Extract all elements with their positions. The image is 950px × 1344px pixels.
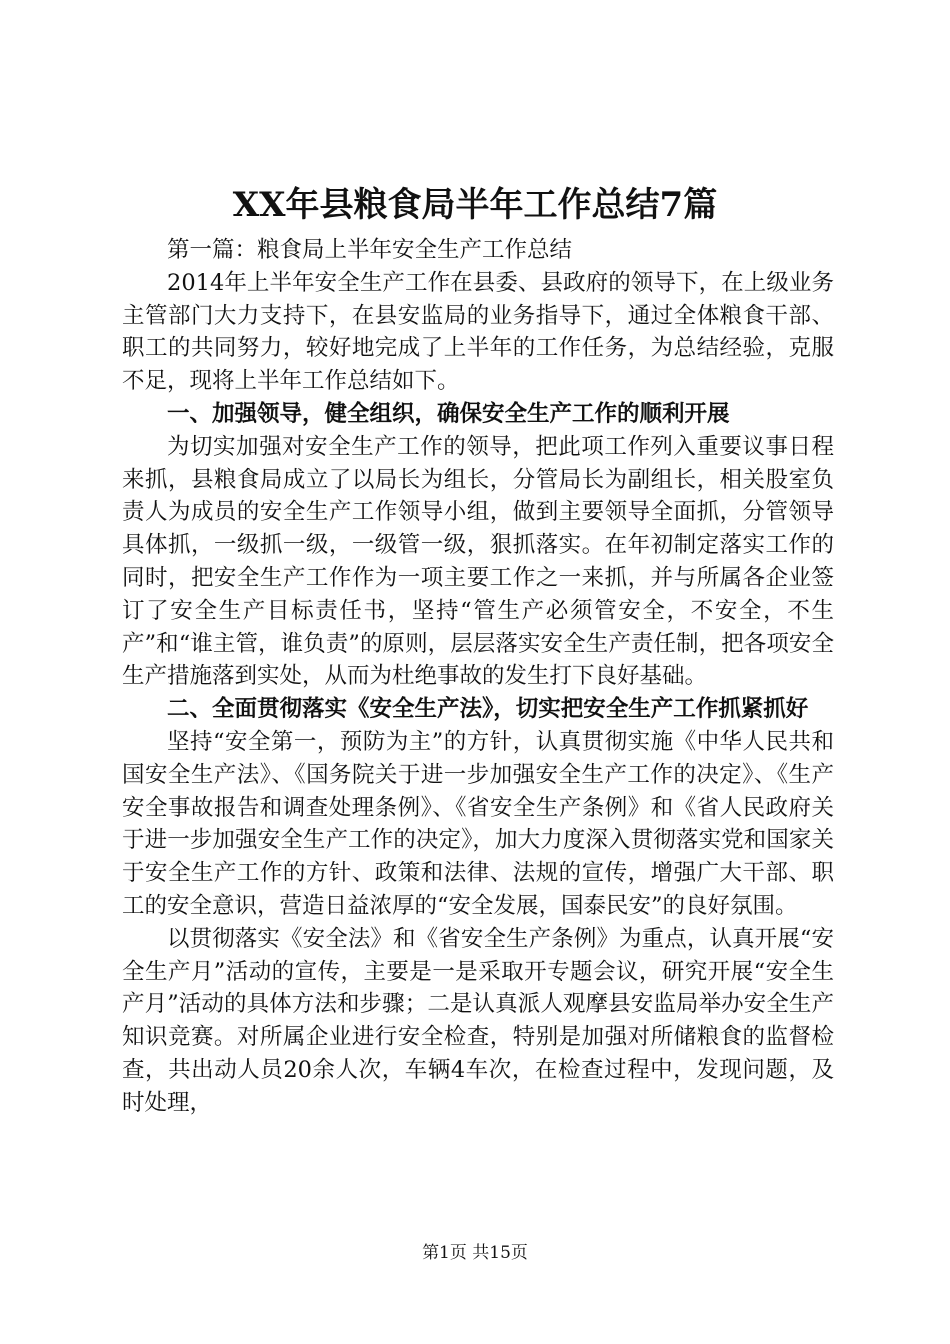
- body-paragraph-2: 坚持“安全第一，预防为主”的方针，认真贯彻实施《中华人民共和国安全生产法》、《国务院关于进一步加强安全生产工作的决定》、《生产安全事故报告和调查处理条例》、《省安全生产条例》和《省人民政府关于进一步加强安全生产工作的决定》，加大力度深入贯彻落实党和国家关于安全生产工作的方针、政策和法律、法规的宣传，增强广大干部、职工的安全意识，营造日益浓厚的“安全发展，国泰民安”的良好氛围。: [122, 728, 834, 919]
- page-number-footer: 第1页 共15页: [422, 1243, 528, 1263]
- body-paragraph-3: 以贯彻落实《安全法》和《省安全生产条例》为重点，认真开展“安全生产月”活动的宣传，主要是一是采取开专题会议，研究开展“安全生产月”活动的具体方法和步骤；二是认真派人观摩县安监局举办安全生产知识竞赛。对所属企业进行安全检查，特别是加强对所储粮食的监督检查，共出动人员20余人次，车辆4车次，在检查过程中，发现问题，及时处理，: [122, 925, 834, 1116]
- section-heading-1: 一、加强领导，健全组织，确保安全生产工作的顺利开展: [167, 400, 730, 427]
- section-subtitle: 第一篇：粮食局上半年安全生产工作总结: [167, 237, 573, 263]
- document-body: [122, 234, 834, 1120]
- body-paragraph-1: 为切实加强对安全生产工作的领导，把此项工作列入重要议事日程来抓，县粮食局成立了以局长为组长，分管局长为副组长，相关股室负责人为成员的安全生产工作领导小组，做到主要领导全面抓，分管领导具体抓，一级抓一级，一级管一级，狠抓落实。在年初制定落实工作的同时，把安全生产工作作为一项主要工作之一来抓，并与所属各企业签订了安全生产目标责任书，坚持“管生产必须管安全，不安全，不生产”和“谁主管，谁负责”的原则，层层落实安全生产责任制，把各项安全生产措施落到实处，从而为杜绝事故的发生打下良好基础。: [122, 433, 834, 690]
- section-heading-2: 二、全面贯彻落实《安全生产法》，切实把安全生产工作抓紧抓好: [167, 696, 809, 723]
- intro-paragraph: 2014年上半年安全生产工作在县委、县政府的领导下，在上级业务主管部门大力支持下，在县安监局的业务指导下，通过全体粮食干部、职工的共同努力，较好地完成了上半年的工作任务，为总结经验，克服不足，现将上半年工作总结如下。: [122, 269, 834, 395]
- document-title: XX年县粮食局半年工作总结7篇: [232, 185, 718, 225]
